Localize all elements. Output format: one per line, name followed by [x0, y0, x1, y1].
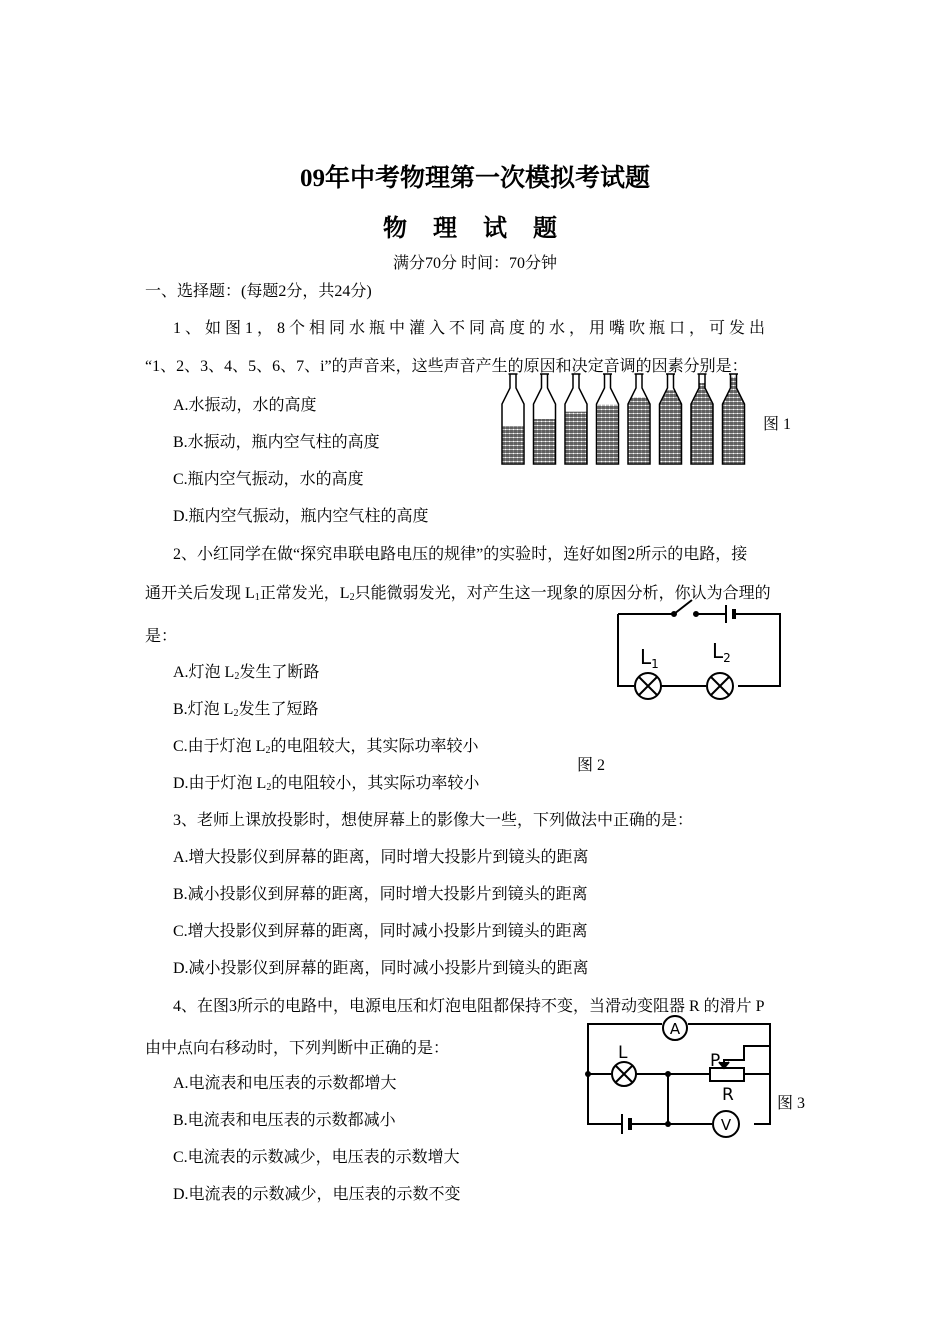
l1-label: $L_1$ — [640, 645, 659, 671]
q2-option-c: C.由于灯泡 $L_2$的电阻较大，其实际功率较小 — [173, 738, 479, 756]
page-title: 09年中考物理第一次模拟考试题 — [299, 165, 650, 192]
bottle-water — [689, 383, 715, 464]
q4-option-c: C.电流表的示数减少，电压表的示数增大 — [173, 1149, 460, 1166]
lamp-label: L — [618, 1043, 628, 1063]
figure-1-label: 图 1 — [763, 416, 792, 433]
exam-meta: 满分70分 时间：70分钟 — [392, 255, 557, 272]
figure-2-label: 图 2 — [577, 757, 606, 774]
q3-line1: 3、老师上课放投影时，想使屏幕上的影像大一些，下列做法中正确的是： — [173, 812, 694, 829]
l2-label: $L_2$ — [712, 639, 731, 665]
q2-line3: 是： — [145, 628, 178, 645]
q2-option-b: B.灯泡 $L_2$发生了短路 — [173, 701, 319, 719]
q1-option-a: A.水振动，水的高度 — [173, 397, 317, 414]
q4-option-d: D.电流表的示数减少，电压表的示数不变 — [173, 1186, 461, 1203]
bottle-water — [500, 426, 526, 464]
ammeter-label: A — [669, 1020, 681, 1038]
voltmeter-label: V — [720, 1116, 732, 1134]
bottle-water — [626, 397, 652, 464]
slider-label: P — [710, 1051, 721, 1071]
q1-option-d: D.瓶内空气振动，瓶内空气柱的高度 — [173, 508, 429, 525]
q3-option-c: C.增大投影仪到屏幕的距离，同时减小投影片到镜头的距离 — [173, 923, 588, 940]
q2-option-d: D.由于灯泡 $L_2$的电阻较小，其实际功率较小 — [173, 775, 480, 793]
q2-line2: 通开关后发现 $L_1$正常发光，$L_2$只能微弱发光，对产生这一现象的原因分析，你认为合理的 — [145, 585, 771, 603]
q2-option-a: A.灯泡 $L_2$发生了断路 — [173, 664, 320, 682]
figure-3-circuit — [584, 1016, 774, 1142]
figure-2-circuit — [612, 592, 787, 704]
bottle-water — [532, 419, 558, 464]
figure-1-bottles — [498, 370, 758, 470]
q4-option-a: A.电流表和电压表的示数都增大 — [173, 1075, 397, 1092]
q3-option-a: A.增大投影仪到屏幕的距离，同时增大投影片到镜头的距离 — [173, 849, 589, 866]
q1-line1: 1 、 如 图 1 ， 8 个 相 同 水 瓶 中 灌 入 不 同 高 度 的 水 ， 用 嘴 吹 瓶 口 ， 可 发 出 — [173, 320, 766, 337]
q1-option-c: C.瓶内空气振动，水的高度 — [173, 471, 364, 488]
bottle-water — [595, 405, 621, 464]
q4-line2: 由中点向右移动时，下列判断中正确的是： — [145, 1040, 450, 1057]
section-heading: 一、选择题：(每题2分，共24分) — [145, 283, 372, 300]
bottle-water — [721, 377, 747, 464]
q3-option-d: D.减小投影仪到屏幕的距离，同时减小投影片到镜头的距离 — [173, 960, 589, 977]
figure-3-label: 图 3 — [777, 1095, 806, 1112]
resistor-label: R — [722, 1085, 734, 1105]
q4-option-b: B.电流表和电压表的示数都减小 — [173, 1112, 396, 1129]
q1-line2: “1、2、3、4、5、6、7、i”的声音来，这些声音产生的原因和决定音调的因素分别是： — [145, 358, 748, 375]
q4-line1: 4、在图3所示的电路中，电源电压和灯泡电阻都保持不变，当滑动变阻器 R 的滑片 P — [173, 998, 765, 1015]
q3-option-b: B.减小投影仪到屏幕的距离，同时增大投影片到镜头的距离 — [173, 886, 588, 903]
q1-option-b: B.水振动，瓶内空气柱的高度 — [173, 434, 380, 451]
q2-line1: 2、小红同学在做“探究串联电路电压的规律”的实验时，连好如图2所示的电路，接 — [173, 546, 748, 563]
bottle-water — [563, 412, 589, 464]
page-subtitle: 物 理 试 题 — [383, 216, 567, 242]
